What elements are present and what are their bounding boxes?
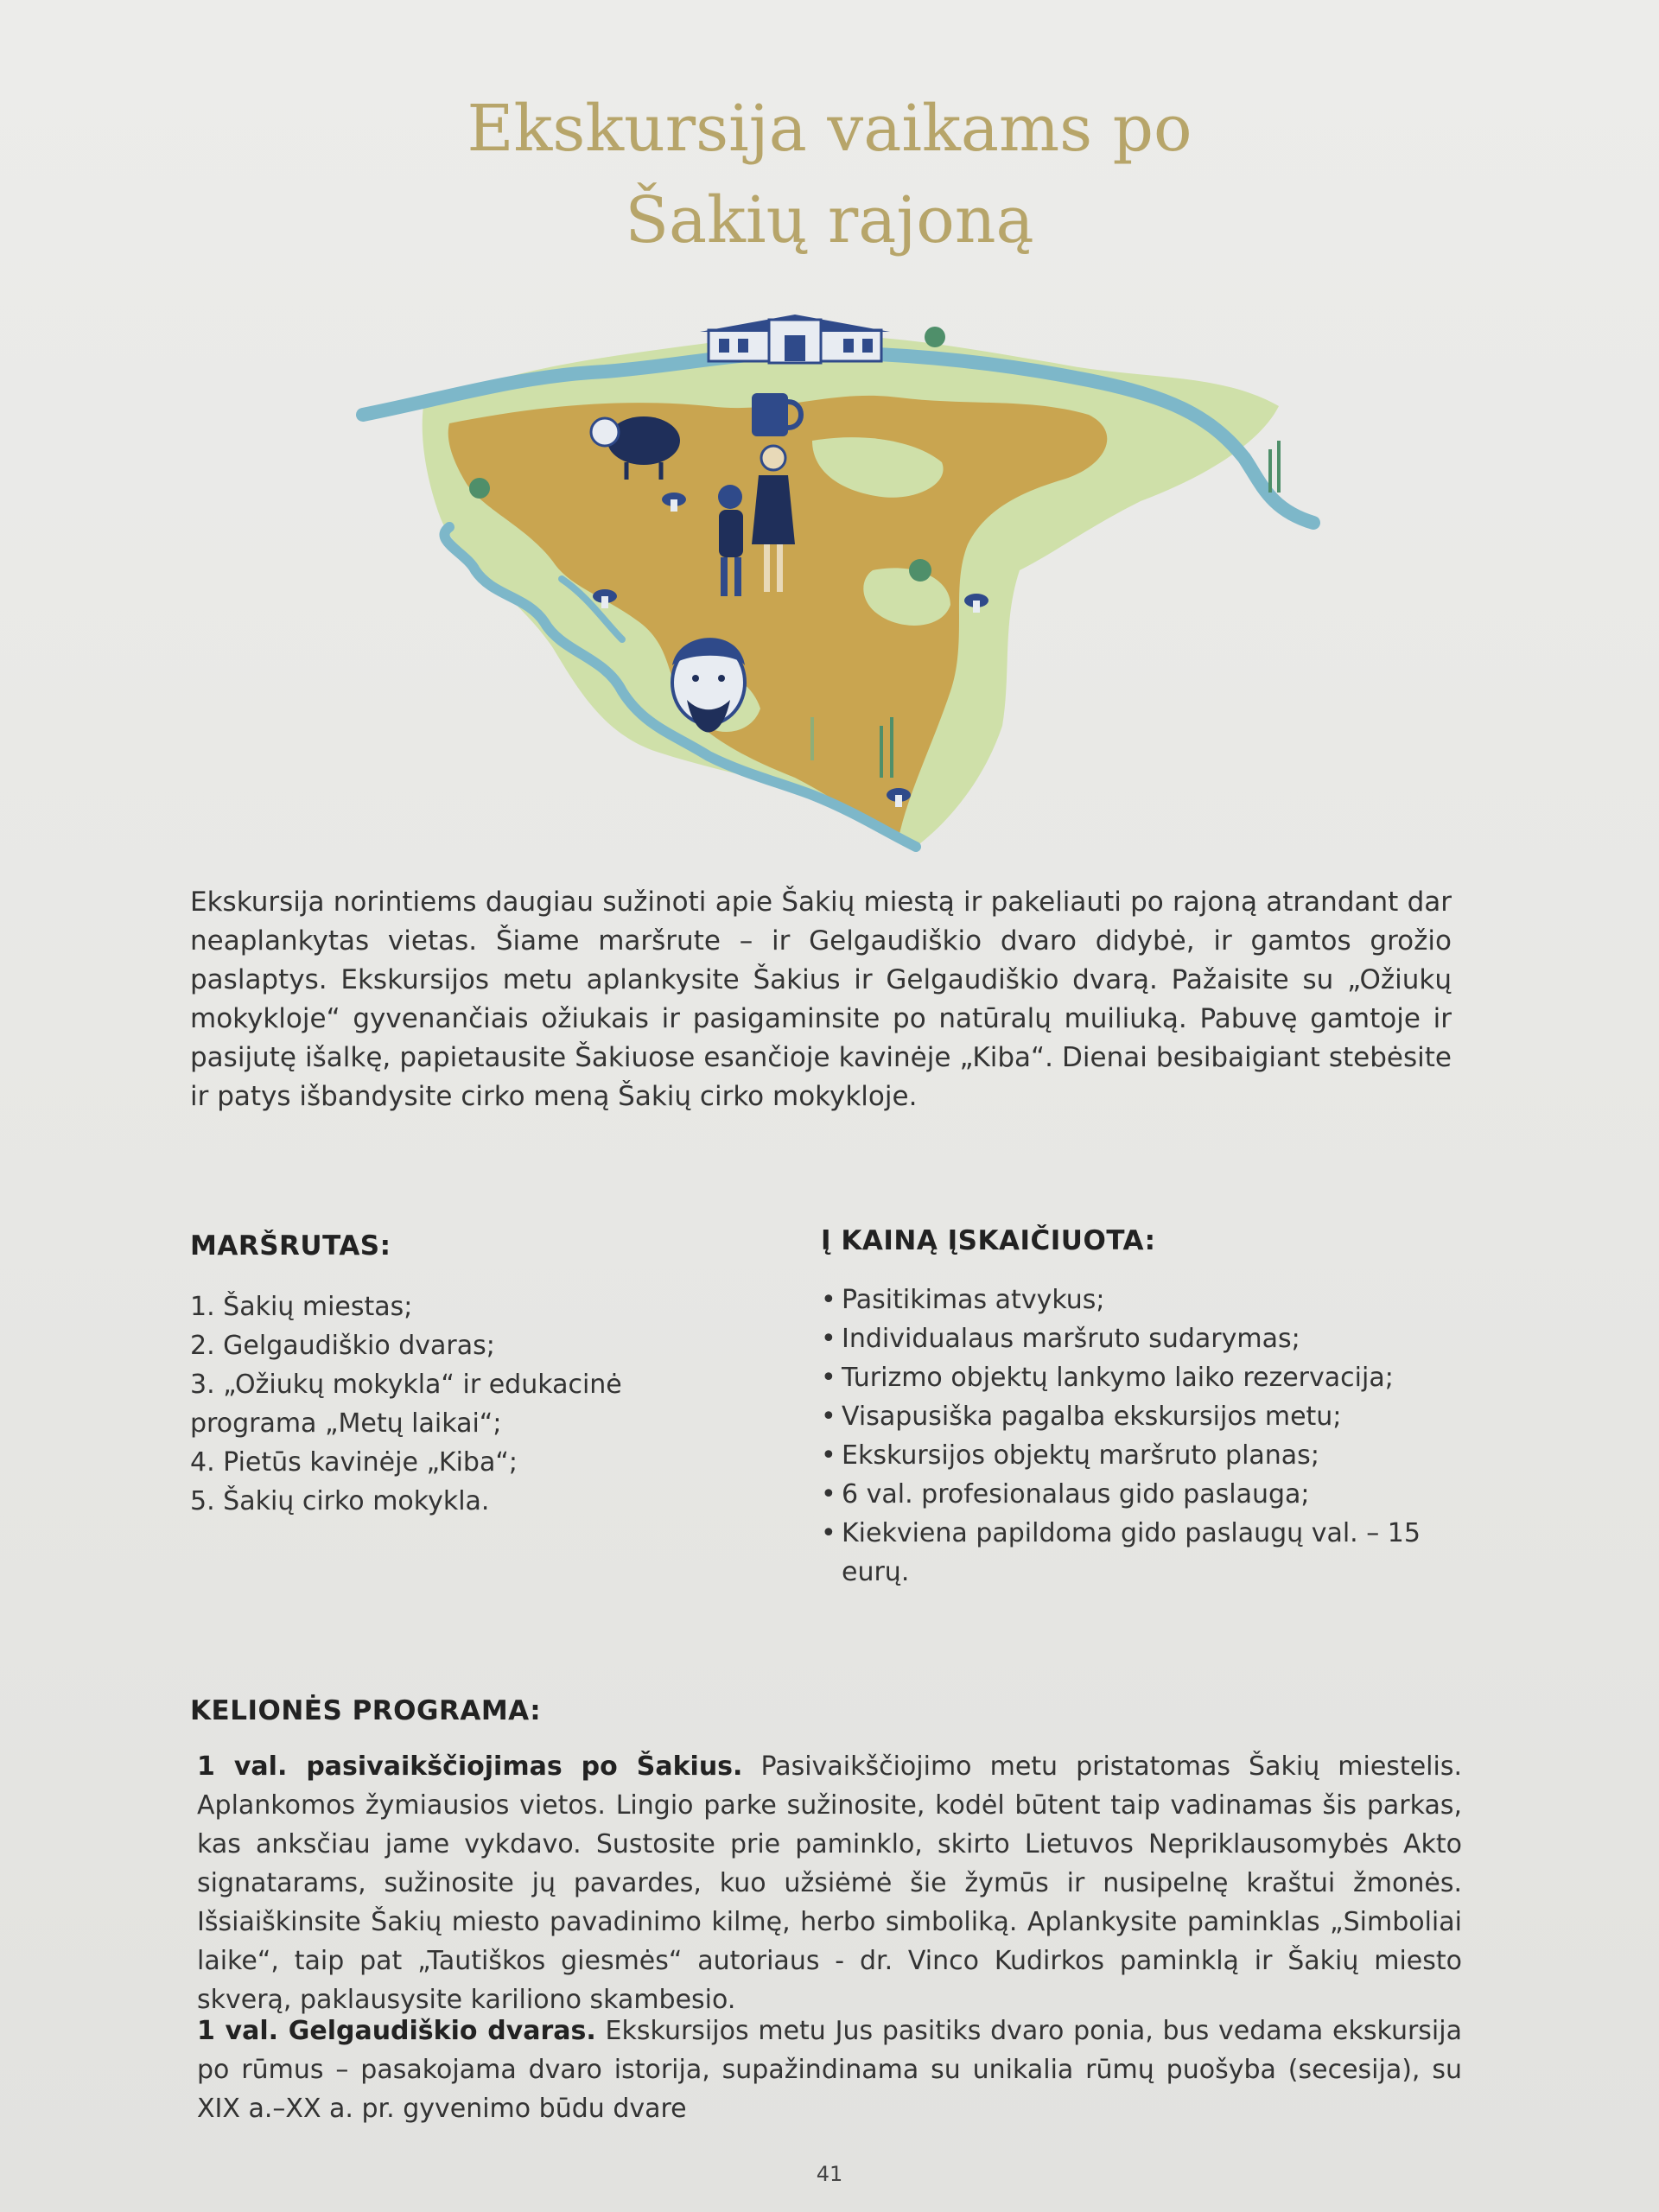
- bullet-icon: •: [821, 1479, 836, 1510]
- page-number: 41: [816, 2162, 843, 2186]
- price-item-2: [821, 1319, 1426, 1358]
- bush-icon-2: [925, 327, 945, 347]
- price-item-text: Turizmo objektų lankymo laiko rezervacija;: [842, 1363, 1394, 1393]
- title-line-1: Ekskursija vaikams po: [467, 92, 1192, 166]
- program-p2-lead: 1 val. Gelgaudiškio dvaras.: [197, 2016, 596, 2046]
- price-item-text: Pasitikimas atvykus;: [842, 1285, 1105, 1315]
- bullet-icon: •: [821, 1363, 836, 1393]
- program-paragraph-1: [197, 1747, 1462, 2019]
- route-item-3: 3. „Ožiukų mokykla“ ir edukacinė programa „Metų laikai“;: [190, 1370, 622, 1439]
- price-item-4: [821, 1397, 1426, 1436]
- bullet-icon: •: [821, 1402, 836, 1432]
- intro-paragraph: Ekskursija norintiems daugiau sužinoti apie Šakių miestą ir pakeliauti po rajoną atrandant dar neaplankytas vietas. Šiame maršrute – ir Gelgaudiškio dvaro didybė, ir gamtos grožio paslaptys. Ekskursijos metu aplankysite Šakius ir Gelgaudiškio dvarą. Pažaisite su „Ožiukų mokykloje“ gyvenančiais ožiukais ir pasigaminsite po natūralų muiliuką. Pabuvę gamtoje ir pasijutę išalkę, papietausite Šakiuose esančioje kavinėje „Kiba“. Dienai besibaigiant stebėsite ir patys išbandysite cirko meną Šakių cirko mokykloje.: [190, 887, 1452, 1112]
- map-svg: [346, 311, 1348, 864]
- bullet-icon: •: [821, 1518, 836, 1548]
- bullet-icon: •: [821, 1324, 836, 1354]
- region-map-illustration: [346, 311, 1348, 864]
- bullet-icon: •: [821, 1440, 836, 1471]
- bullet-icon: •: [821, 1285, 836, 1315]
- price-item-text: Visapusiška pagalba ekskursijos metu;: [842, 1402, 1342, 1432]
- route-list: [190, 1287, 743, 1521]
- reeds-icon-1: [1270, 441, 1279, 493]
- price-item-7: [821, 1514, 1426, 1592]
- price-item-text: Kiekviena papildoma gido paslaugų val. – 15 eurų.: [842, 1518, 1421, 1587]
- price-item-5: [821, 1436, 1426, 1475]
- price-item-3: [821, 1358, 1426, 1397]
- program-heading: KELIONĖS PROGRAMA:: [190, 1695, 542, 1726]
- price-included-list: [821, 1281, 1426, 1592]
- price-item-text: Individualaus maršruto sudarymas;: [842, 1324, 1300, 1354]
- route-item-4: 4. Pietūs kavinėje „Kiba“;: [190, 1447, 518, 1478]
- bush-icon-3: [909, 559, 931, 582]
- program-p1-lead: 1 val. pasivaikščiojimas po Šakius.: [197, 1751, 743, 1782]
- price-item-1: [821, 1281, 1426, 1319]
- price-item-6: [821, 1475, 1426, 1514]
- title-line-2: Šakių rajoną: [625, 183, 1034, 257]
- price-heading: Į KAINĄ ĮSKAIČIUOTA:: [821, 1225, 1156, 1256]
- price-item-text: 6 val. profesionalaus gido paslauga;: [842, 1479, 1310, 1510]
- program-p1-text: Pasivaikščiojimo metu pristatomas Šakių miestelis. Aplankomos žymiausios vietos. Lingio parke sužinosite, kodėl būtent taip vadinamas šis parkas, kas anksčiau jame vykdavo. Sustosite prie paminklo, skirto Lietuvos Nepriklausomybės Akto signatarams, sužinosite jų pavardes, kuo užsiėmė šie žymūs ir nusipelnę kraštui žmonės. Išsiaiškinsite Šakių miesto pavadinimo kilmę, herbo simboliką. Aplankysite paminklas „Simboliai laike“, taip pat „Tautiškos giesmės“ autoriaus - dr. Vinco Kudirkos paminklą ir Šakių miesto skverą, paklausysite kariliono skambesio.: [197, 1751, 1462, 2015]
- route-item-1: 1. Šakių miestas;: [190, 1292, 413, 1322]
- route-heading: MARŠRUTAS:: [190, 1230, 391, 1262]
- route-item-2: 2. Gelgaudiškio dvaras;: [190, 1331, 495, 1361]
- manor-building-icon: [700, 315, 890, 363]
- route-item-5: 5. Šakių cirko mokykla.: [190, 1486, 490, 1516]
- program-p2-text: Ekskursijos metu Jus pasitiks dvaro ponia, bus vedama ekskursija po rūmus – pasakojama dvaro istorija, supažindinama su unikalia rūmų puošyba (secesija), su XIX a.–XX a. pr. gyvenimo būdu dvare: [197, 2016, 1462, 2124]
- page-title: [0, 83, 1659, 266]
- program-paragraph-2: [197, 2012, 1462, 2128]
- bush-icon-1: [469, 478, 490, 499]
- price-item-text: Ekskursijos objektų maršruto planas;: [842, 1440, 1319, 1471]
